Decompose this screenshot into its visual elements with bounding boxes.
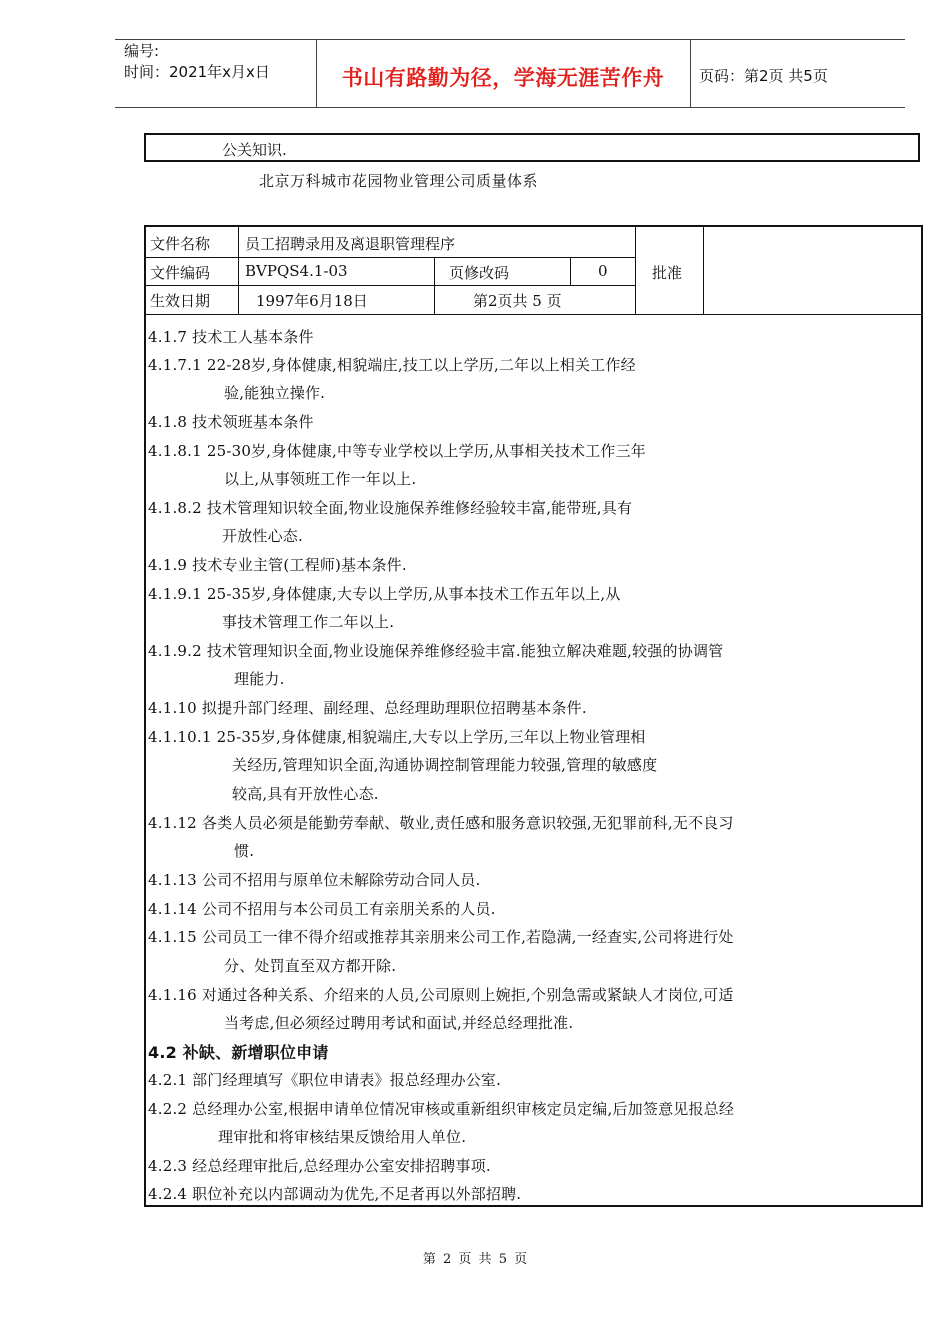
clause-continuation: 以上,从事领班工作一年以上. — [224, 470, 417, 488]
table-rule — [146, 314, 923, 315]
clause-line: 4.2.1 部门经理填写《职位申请表》报总经理办公室. — [148, 1071, 502, 1089]
file-name-label: 文件名称 — [150, 235, 211, 253]
header-motto: 书山有路勤为径，学海无涯苦作舟 — [341, 66, 665, 90]
clause-continuation: 开放性心态. — [222, 527, 303, 545]
clause-line: 4.1.15 公司员工一律不得介绍或推荐其亲朋来公司工作,若隐满,一经查实,公司将进行处 — [148, 928, 734, 946]
file-code-label: 文件编码 — [150, 264, 211, 282]
header-top-rule — [115, 39, 905, 40]
clause-line: 4.1.7 技术工人基本条件 — [148, 328, 314, 346]
table-rule — [570, 257, 571, 285]
clause-line: 4.1.8.1 25-30岁,身体健康,中等专业学校以上学历,从事相关技术工作三年 — [148, 442, 646, 460]
clause-continuation: 分、处罚直至双方都开除. — [224, 957, 397, 975]
table-rule — [238, 227, 239, 314]
file-code-value: BVPQS4.1-03 — [245, 262, 348, 280]
clause-line: 4.1.9.2 技术管理知识全面,物业设施保养维修经验丰富.能独立解决难题,较强的协调管 — [148, 642, 724, 660]
header-meta — [124, 41, 270, 83]
revision-value: 0 — [598, 262, 608, 280]
page-of-value: 第2页共 5 页 — [473, 292, 562, 310]
clause-continuation: 较高,具有开放性心态. — [232, 785, 379, 803]
table-rule — [146, 257, 635, 258]
clause-line: 4.1.14 公司不招用与本公司员工有亲朋关系的人员. — [148, 900, 496, 918]
table-rule — [635, 227, 636, 314]
serial-label: 编号: — [124, 42, 160, 60]
clause-line: 4.1.16 对通过各种关系、介绍来的人员,公司原则上婉拒,个别急需或紧缺人才岗位,可适 — [148, 986, 734, 1004]
table-rule — [434, 257, 435, 314]
section-heading: 4.2 补缺、新增职位申请 — [148, 1043, 329, 1062]
clause-continuation: 惯. — [234, 842, 255, 860]
clause-line: 4.2.2 总经理办公室,根据申请单位情况审核或重新组织审核定员定编,后加签意见报总经 — [148, 1100, 735, 1118]
clause-line: 4.1.13 公司不招用与原单位未解除劳动合同人员. — [148, 871, 481, 889]
clause-continuation: 当考虑,但必须经过聘用考试和面试,并经总经理批准. — [224, 1014, 574, 1032]
clause-continuation: 关经历,管理知识全面,沟通协调控制管理能力较强,管理的敏感度 — [232, 756, 658, 774]
clause-line: 4.2.4 职位补充以内部调动为优先,不足者再以外部招聘. — [148, 1185, 522, 1203]
table-rule — [703, 227, 704, 314]
clause-continuation: 事技术管理工作二年以上. — [222, 613, 395, 631]
clause-line: 4.1.10.1 25-35岁,身体健康,相貌端庄,大专以上学历,三年以上物业管理相 — [148, 728, 646, 746]
clause-line: 4.1.9 技术专业主管(工程师)基本条件. — [148, 556, 407, 574]
header-divider — [690, 39, 691, 107]
clause-line: 4.1.10 拟提升部门经理、副经理、总经理助理职位招聘基本条件. — [148, 699, 587, 717]
clause-line: 4.2.3 经总经理审批后,总经理办公室安排招聘事项. — [148, 1157, 491, 1175]
revision-label: 页修改码 — [449, 264, 510, 282]
clause-line: 4.1.7.1 22-28岁,身体健康,相貌端庄,技工以上学历,二年以上相关工作经 — [148, 356, 636, 374]
time-label: 时间：2021年x月x日 — [124, 63, 270, 81]
table-rule — [146, 285, 635, 286]
previous-page-tail: 公关知识. — [222, 141, 287, 159]
clause-line: 4.1.12 各类人员必须是能勤劳奉献、敬业,责任感和服务意识较强,无犯罪前科,无不良习 — [148, 814, 734, 832]
file-name-value: 员工招聘录用及离退职管理程序 — [245, 235, 456, 253]
clause-continuation: 验,能独立操作. — [224, 384, 326, 402]
document-title: 北京万科城市花园物业管理公司质量体系 — [259, 172, 539, 190]
approve-label: 批准 — [652, 264, 683, 282]
clause-line: 4.1.8.2 技术管理知识较全面,物业设施保养维修经验较丰富,能带班,具有 — [148, 499, 633, 517]
effective-date-value: 1997年6月18日 — [256, 292, 368, 310]
page-footer: 第 2 页 共 5 页 — [422, 1252, 528, 1267]
clause-continuation: 理审批和将审核结果反馈给用人单位. — [218, 1128, 467, 1146]
header-page-info: 页码：第2页 共5页 — [699, 67, 828, 85]
previous-page-tail-box — [144, 133, 920, 162]
header-bottom-rule — [115, 107, 905, 108]
clause-line: 4.1.8 技术领班基本条件 — [148, 413, 314, 431]
clause-line: 4.1.9.1 25-35岁,身体健康,大专以上学历,从事本技术工作五年以上,从 — [148, 585, 621, 603]
effective-date-label: 生效日期 — [150, 292, 211, 310]
clause-continuation: 理能力. — [234, 670, 285, 688]
